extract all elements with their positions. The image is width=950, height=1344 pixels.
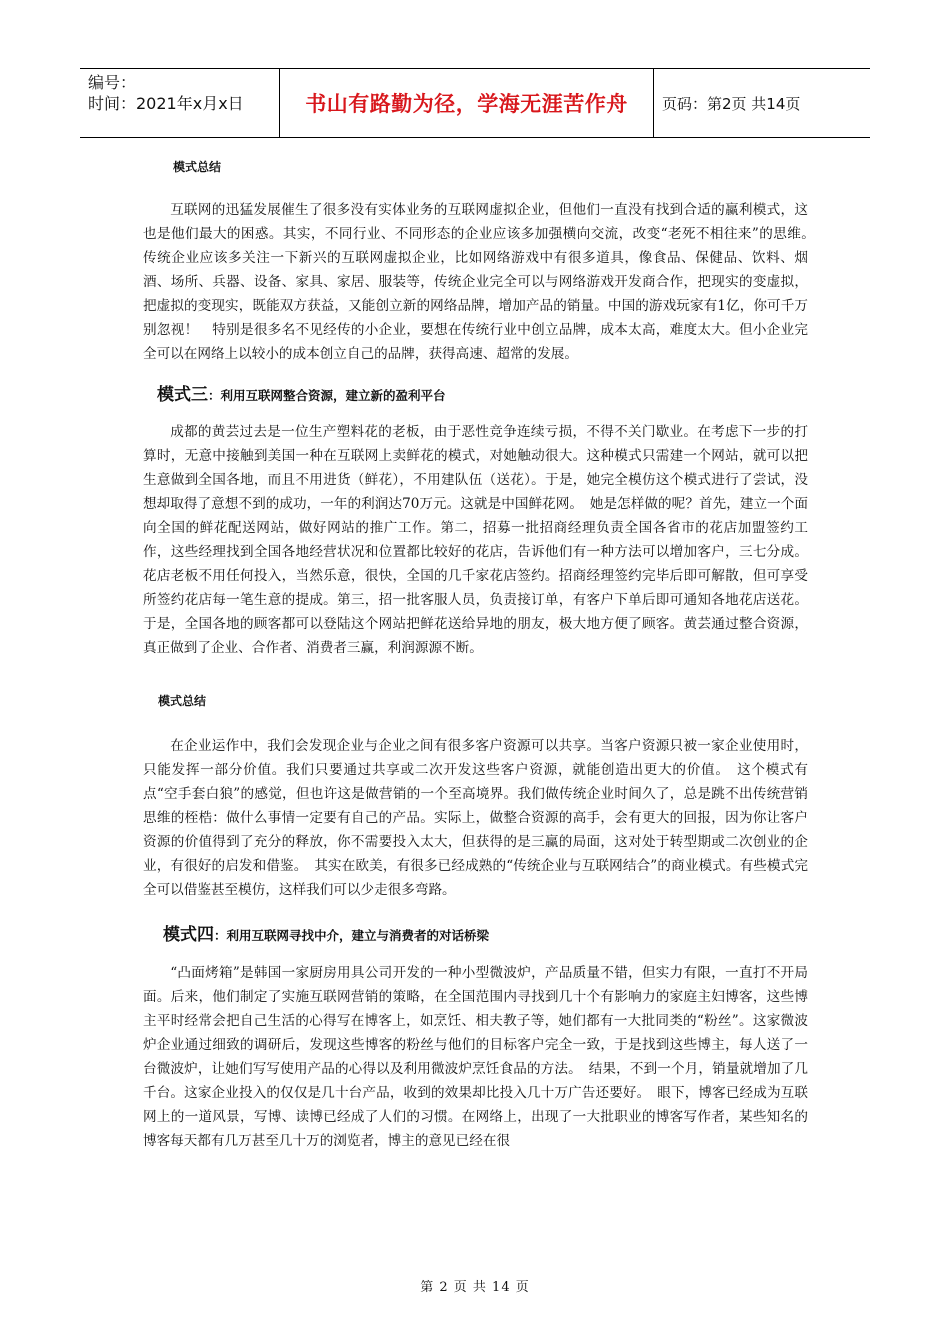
mode-4-heading [163,920,808,945]
document-body [143,158,836,1153]
mode-3-description: ：利用互联网整合资源，建立新的盈利平台 [208,388,446,403]
summary-heading-1: 模式总结 [173,160,222,174]
document-number-label: 编号： [88,73,137,92]
summary-heading-2: 模式总结 [158,694,207,708]
header-motto: 书山有路勤为径，学海无涯苦作舟 [305,92,628,116]
mode-4-name: 模式四 [163,925,214,945]
mode-3-name: 模式三 [157,385,208,405]
header-info [80,69,280,137]
mode-4-paragraph: “凸面烤箱”是韩国一家厨房用具公司开发的一种小型微波炉，产品质量不错，但实力有限，一直打不开局面。后来，他们制定了实施互联网营销的策略，在全国范围内寻找到几十个有影响力的家庭主妇博客，这些博主平时经常会把自己生活的心得写在博客上，如烹饪、相夫教子等，她们都有一大批同类的“粉丝”。这家微波炉企业通过细致的调研后，发现这些博客的粉丝与他们的目标客户完全一致，于是找到这些博主，每人送了一台微波炉，让她们写写使用产品的心得以及利用微波炉烹饪食品的方法。 结果，不到一个月，销量就增加了几千台。这家企业投入的仅仅是几十台产品，收到的效果却比投入几十万广告还要好。 眼下，博客已经成为互联网上的一道风景，写博、读博已经成了人们的习惯。在网络上，出现了一大批职业的博客写作者，某些知名的博客每天都有几万甚至几十万的浏览者，博主的意见已经在很 [143,965,808,1149]
page-header [80,68,870,138]
mode-4-description: ：利用互联网寻找中介，建立与消费者的对话桥梁 [214,928,490,943]
mode-3-paragraph: 成都的黄芸过去是一位生产塑料花的老板，由于恶性竞争连续亏损，不得不关门歇业。在考虑下一步的打算时，无意中接触到美国一种在互联网上卖鲜花的模式，对她触动很大。这种模式只需建一个网站，就可以把生意做到全国各地，而且不用进货（鲜花），不用建队伍（送花）。于是，她完全模仿这个模式进行了尝试，没想却取得了意想不到的成功，一年的利润达70万元。这就是中国鲜花网。 她是怎样做的呢？首先，建立一个面向全国的鲜花配送网站，做好网站的推广工作。第二，招募一批招商经理负责全国各省市的花店加盟签约工作，这些经理找到全国各地经营状况和位置都比较好的花店，告诉他们有一种方法可以增加客户，三七分成。花店老板不用任何投入，当然乐意，很快，全国的几千家花店签约。招商经理签约完毕后即可解散，但可享受所签约花店每一笔生意的提成。第三，招一批客服人员，负责接订单，有客户下单后即可通知各地花店送花。于是，全国各地的顾客都可以登陆这个网站把鲜花送给异地的朋友，极大地方便了顾客。黄芸通过整合资源，真正做到了企业、合作者、消费者三赢，利润源源不断。 [143,424,808,656]
header-motto-cell [280,69,654,137]
summary-paragraph-1: 互联网的迅猛发展催生了很多没有实体业务的互联网虚拟企业，但他们一直没有找到合适的赢利模式，这也是他们最大的困惑。其实，不同行业、不同形态的企业应该多加强横向交流，改变“老死不相往来”的思维。 传统企业应该多关注一下新兴的互联网虚拟企业，比如网络游戏中有很多道具，像食品、保健品、饮料、烟酒、场所、兵器、设备、家具、家居、服装等，传统企业完全可以与网络游戏开发商合作，把现实的变虚拟，把虚拟的变现实，既能双方获益，又能创立新的网络品牌，增加产品的销量。中国的游戏玩家有1亿，你可千万别忽视！ 特别是很多名不见经传的小企业，要想在传统行业中创立品牌，成本太高，难度太大。但小企业完全可以在网络上以较小的成本创立自己的品牌，获得高速、超常的发展。 [143,202,836,362]
document-time-label: 时间：2021年x月x日 [88,94,244,113]
mode-3-heading [157,380,808,405]
page-footer: 第 2 页 共 14 页 [420,1280,530,1295]
header-page-info: 页码：第2页 共14页 [662,94,801,113]
summary-paragraph-2: 在企业运作中，我们会发现企业与企业之间有很多客户资源可以共享。当客户资源只被一家企业使用时，只能发挥一部分价值。我们只要通过共享或二次开发这些客户资源，就能创造出更大的价值。 这个模式有点“空手套白狼”的感觉，但也许这是做营销的一个至高境界。我们做传统企业时间久了，总是跳不出传统营销思维的桎梏：做什么事情一定要有自己的产品。实际上，做整合资源的高手，会有更大的回报，因为你让客户资源的价值得到了充分的释放，你不需要投入太大，但获得的是三赢的局面，这对处于转型期或二次创业的企业，有很好的启发和借鉴。 其实在欧美，有很多已经成熟的“传统企业与互联网结合”的商业模式。有些模式完全可以借鉴甚至模仿，这样我们可以少走很多弯路。 [143,738,808,898]
